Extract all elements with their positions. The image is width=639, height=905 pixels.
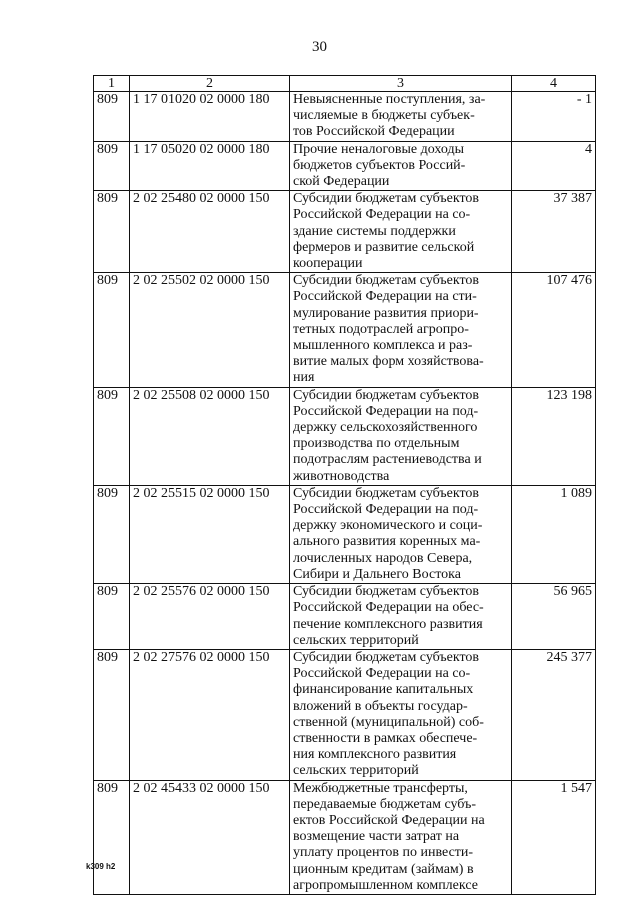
budget-code-cell: 2 02 27576 02 0000 150 bbox=[130, 649, 290, 780]
description-cell: Субсидии бюджетам субъектов Российской Федерации на сти- мулирование развития приори- тетных подотраслей агропро- мышленного комплекса и раз- витие малых форм хозяйствова- ния bbox=[290, 273, 512, 387]
amount-cell: - 1 bbox=[512, 92, 596, 142]
revenue-table bbox=[93, 75, 596, 895]
amount-cell: 4 bbox=[512, 141, 596, 191]
admin-code-cell: 809 bbox=[94, 141, 130, 191]
amount-cell: 37 387 bbox=[512, 191, 596, 273]
description-cell: Невыясненные поступления, за- числяемые в бюджеты субъек- тов Российской Федерации bbox=[290, 92, 512, 142]
budget-code-cell: 2 02 25502 02 0000 150 bbox=[130, 273, 290, 387]
budget-code-cell: 2 02 25480 02 0000 150 bbox=[130, 191, 290, 273]
admin-code-cell: 809 bbox=[94, 584, 130, 650]
admin-code-cell: 809 bbox=[94, 780, 130, 894]
table-row bbox=[94, 191, 596, 273]
amount-cell: 123 198 bbox=[512, 387, 596, 485]
amount-cell: 1 547 bbox=[512, 780, 596, 894]
table-row bbox=[94, 387, 596, 485]
description-cell: Межбюджетные трансферты, передаваемые бюджетам субъ- ектов Российской Федерации на возмещение части затрат на уплату процентов по инвести- ционным кредитам (займам) в агропромышленном комплексе bbox=[290, 780, 512, 894]
admin-code-cell: 809 bbox=[94, 191, 130, 273]
amount-cell: 56 965 bbox=[512, 584, 596, 650]
budget-code-cell: 2 02 25508 02 0000 150 bbox=[130, 387, 290, 485]
header-row bbox=[94, 76, 596, 92]
table-row bbox=[94, 649, 596, 780]
table-row bbox=[94, 273, 596, 387]
header-col-3: 3 bbox=[290, 76, 512, 92]
description-cell: Субсидии бюджетам субъектов Российской Федерации на под- держку сельскохозяйственного производства по отдельным подотраслям растениеводства и животноводства bbox=[290, 387, 512, 485]
admin-code-cell: 809 bbox=[94, 649, 130, 780]
description-cell: Субсидии бюджетам субъектов Российской Федерации на обес- печение комплексного развития сельских территорий bbox=[290, 584, 512, 650]
budget-code-cell: 2 02 45433 02 0000 150 bbox=[130, 780, 290, 894]
table-body bbox=[94, 92, 596, 895]
table-row bbox=[94, 92, 596, 142]
table-row bbox=[94, 485, 596, 583]
header-col-1: 1 bbox=[94, 76, 130, 92]
budget-code-cell: 1 17 01020 02 0000 180 bbox=[130, 92, 290, 142]
description-cell: Прочие неналоговые доходы бюджетов субъектов Россий- ской Федерации bbox=[290, 141, 512, 191]
budget-code-cell: 2 02 25576 02 0000 150 bbox=[130, 584, 290, 650]
admin-code-cell: 809 bbox=[94, 92, 130, 142]
document-footer-code: k309 h2 bbox=[86, 862, 116, 871]
header-col-2: 2 bbox=[130, 76, 290, 92]
description-cell: Субсидии бюджетам субъектов Российской Федерации на со- здание системы поддержки фермеров и развитие сельской кооперации bbox=[290, 191, 512, 273]
amount-cell: 107 476 bbox=[512, 273, 596, 387]
table-row bbox=[94, 584, 596, 650]
page-number: 30 bbox=[312, 39, 327, 55]
admin-code-cell: 809 bbox=[94, 387, 130, 485]
amount-cell: 1 089 bbox=[512, 485, 596, 583]
header-col-4: 4 bbox=[512, 76, 596, 92]
budget-code-cell: 1 17 05020 02 0000 180 bbox=[130, 141, 290, 191]
table-row bbox=[94, 141, 596, 191]
table-header bbox=[94, 76, 596, 92]
admin-code-cell: 809 bbox=[94, 485, 130, 583]
table-row bbox=[94, 780, 596, 894]
description-cell: Субсидии бюджетам субъектов Российской Федерации на под- держку экономического и соци- ального развития коренных ма- лочисленных народов Севера, Сибири и Дальнего Востока bbox=[290, 485, 512, 583]
budget-code-cell: 2 02 25515 02 0000 150 bbox=[130, 485, 290, 583]
amount-cell: 245 377 bbox=[512, 649, 596, 780]
description-cell: Субсидии бюджетам субъектов Российской Федерации на со- финансирование капитальных вложений в объекты государ- ственной (муниципальной) соб- ственности в рамках обеспече- ния комплексного развития сельских территорий bbox=[290, 649, 512, 780]
admin-code-cell: 809 bbox=[94, 273, 130, 387]
